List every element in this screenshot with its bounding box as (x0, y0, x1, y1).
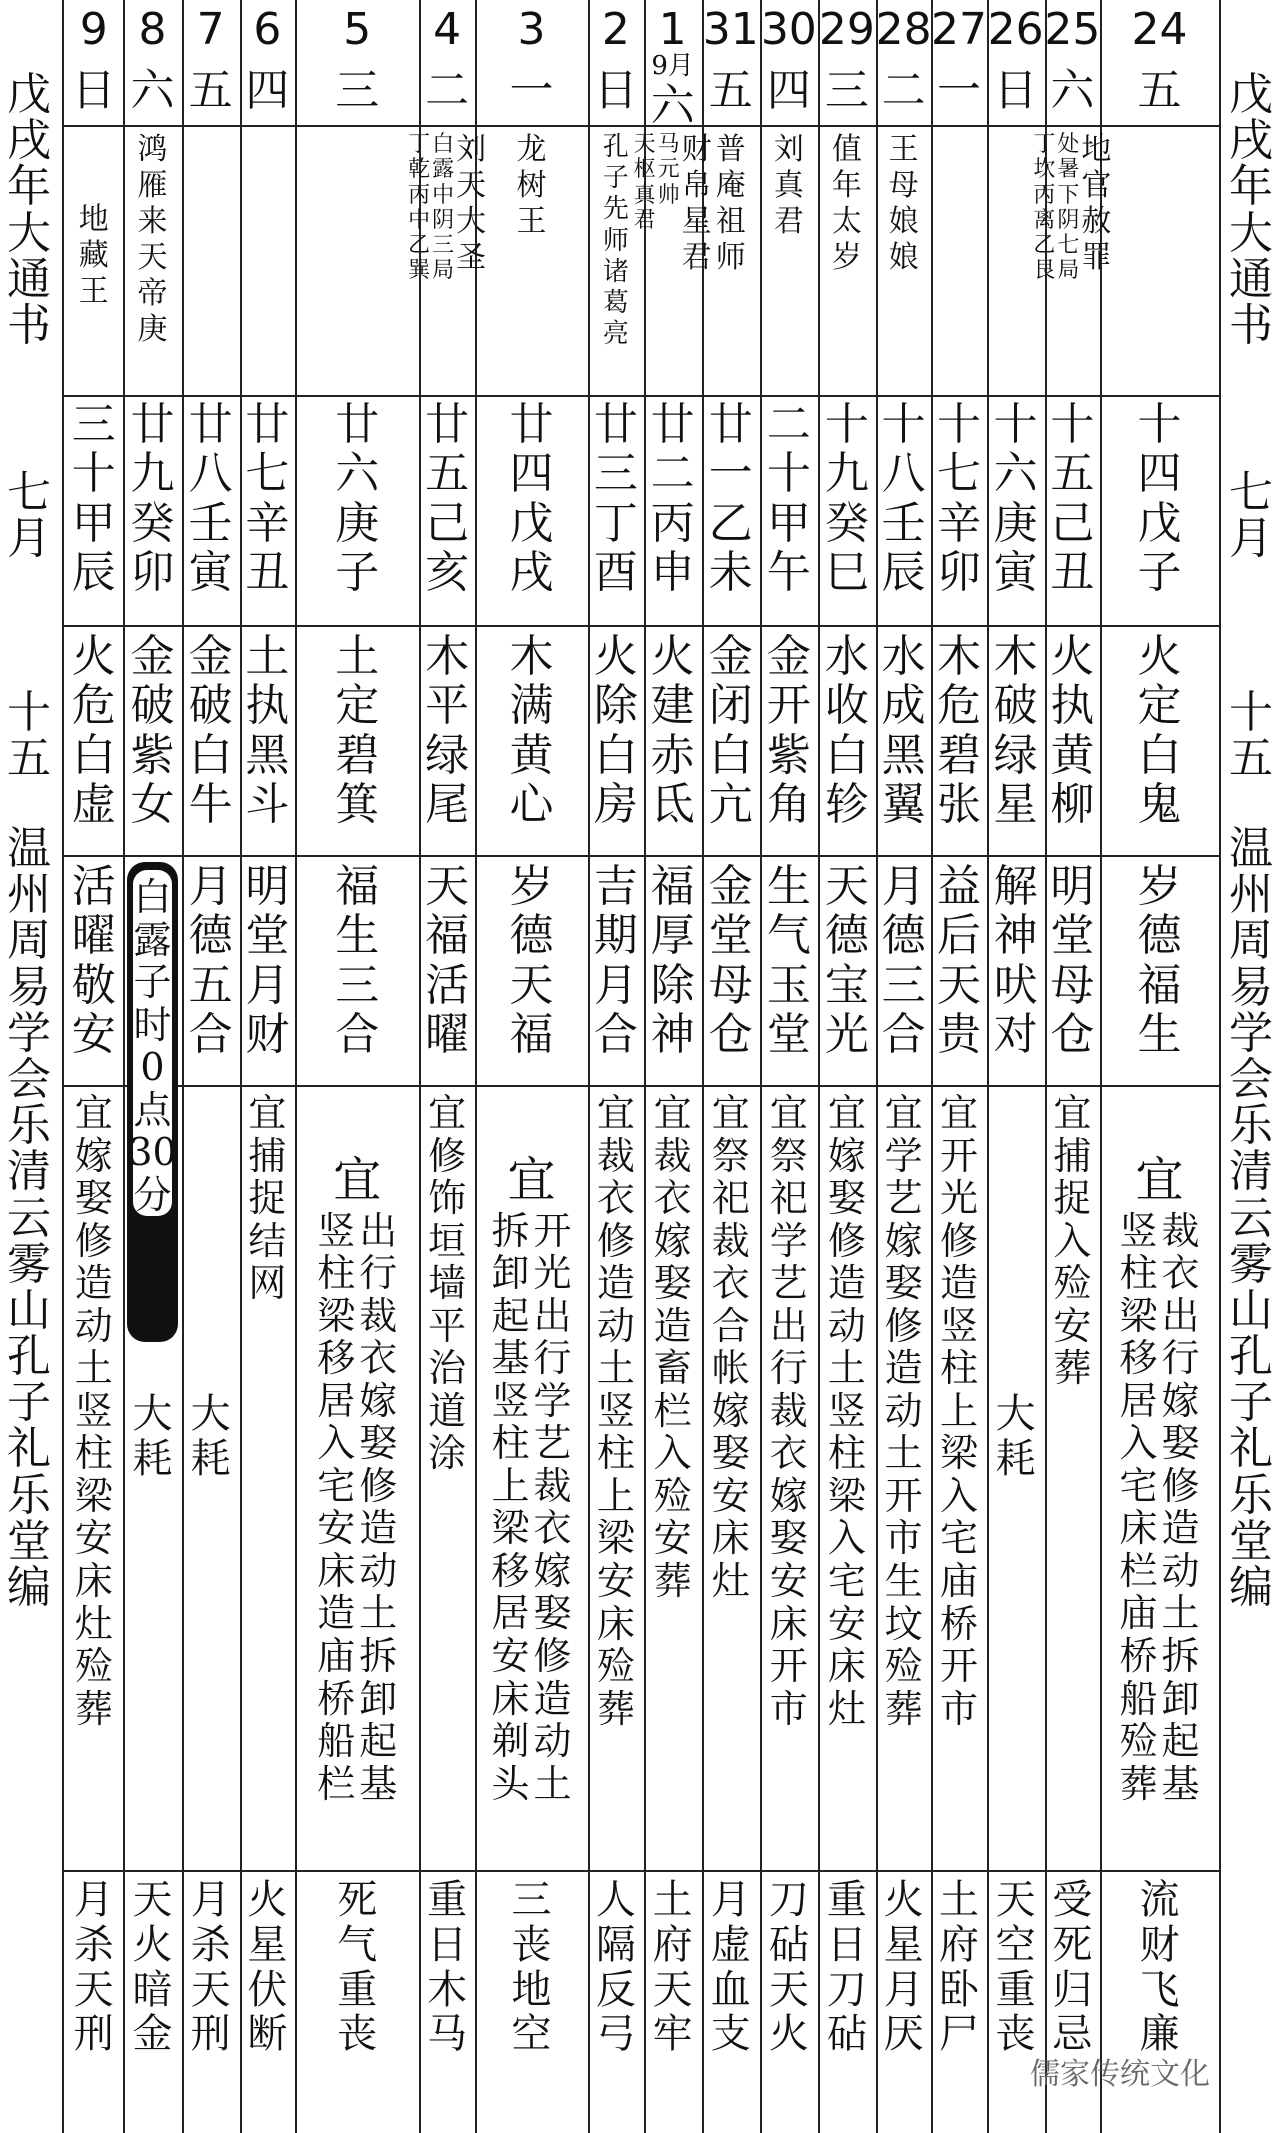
element-cell: 木 危 碧 张 (936, 631, 981, 830)
activities-cell (760, 1092, 818, 1867)
element-cell: 木 破 绿 星 (993, 631, 1038, 830)
ji-cell: 天 火 暗 金 (132, 1877, 173, 2058)
day-number: 30 (760, 4, 817, 55)
yi-label: 宜 (333, 1151, 382, 1208)
deity-name: 值 年 太 岁 (831, 132, 862, 275)
yi-label: 宜 (507, 1151, 556, 1208)
star-cell: 天 福 活 曜 (425, 861, 470, 1060)
deity-cell (475, 132, 588, 392)
day-header (818, 4, 876, 123)
weekday: 五 (708, 65, 753, 116)
lunar-date: 三 十 甲 辰 (71, 399, 116, 598)
star-cell: 吉 期 月 合 (593, 861, 638, 1060)
star-cell: 岁 德 福 生 (1137, 861, 1182, 1060)
day-header (64, 4, 123, 123)
element-cell: 土 定 碧 箕 (335, 631, 380, 830)
deity-name: 龙 树 王 (516, 132, 547, 239)
activity-column: 宜 裁 衣 修 造 动 土 竖 柱 上 梁 安 床 殓 葬 (596, 1091, 635, 1731)
day-header (588, 4, 643, 123)
weekday: 一 (936, 65, 981, 116)
day-number: 4 (433, 4, 462, 55)
deity-name: 鸿 雁 来 天 帝 庚 (137, 132, 168, 347)
element-cell: 金 破 紫 女 (130, 631, 175, 830)
element-cell: 水 收 白 轸 (824, 631, 869, 830)
day-header (875, 4, 932, 123)
weekday: 六 (1050, 65, 1095, 116)
deity-name: 财 帛 星 君 (681, 132, 712, 275)
weekday: 四 (766, 65, 811, 116)
day-header (240, 4, 295, 123)
day-header (760, 4, 818, 123)
day-header (930, 4, 987, 123)
right-title: 戊 戌 年 大 通 书 (1229, 69, 1273, 351)
activity-column: 拆 卸 起 基 竖 柱 上 梁 移 居 安 床 剃 头 (491, 1208, 530, 1806)
bailu-solar-term-box (127, 862, 177, 1342)
activity-column: 宜 捕 捉 入 殓 安 葬 (1053, 1091, 1092, 1391)
star-cell: 月 德 三 合 (881, 861, 926, 1060)
ji-cell: 重 日 木 马 (427, 1877, 468, 2058)
ji-cell: 人 隔 反 弓 (595, 1877, 636, 2058)
day-number: 28 (875, 4, 932, 55)
weekday: 三 (335, 65, 380, 116)
day-number: 31 (702, 4, 759, 55)
day-header (182, 4, 240, 123)
day-number: 5 (343, 4, 372, 55)
ji-cell: 土 府 天 牢 (652, 1877, 693, 2058)
left-publisher: 温 州 周 易 学 会 乐 清 云 雾 山 孔 子 礼 乐 堂 编 (7, 823, 51, 1613)
deity-note: 马 元 帅 (657, 132, 680, 208)
element-cell: 木 平 绿 尾 (425, 631, 470, 830)
day-header (987, 4, 1045, 123)
da-hao-label: 大 耗 (995, 1391, 1036, 1482)
day-header (295, 4, 419, 123)
bailu-text: 白 露 子 时 0 点 30 分 (133, 870, 171, 1216)
da-hao-label: 大 耗 (132, 1391, 173, 1482)
deity-cell (987, 132, 1045, 392)
day-header (702, 4, 760, 123)
day-number: 1 (658, 4, 687, 55)
deity-cell (588, 132, 643, 392)
element-cell: 金 破 白 牛 (188, 631, 233, 830)
lunar-date: 廿 九 癸 卯 (130, 399, 175, 598)
activity-column: 宜 嫁 娶 修 造 动 土 竖 柱 梁 安 床 灶 殓 葬 (74, 1091, 113, 1731)
left-title: 戊 戌 年 大 通 书 (7, 69, 51, 351)
activity-column: 宜 开 光 修 造 竖 柱 上 梁 入 宅 庙 桥 开 市 (939, 1091, 978, 1731)
deity-name: 刘 真 君 (773, 132, 804, 239)
deity-cell (123, 132, 181, 392)
weekday: 六 (650, 79, 695, 131)
star-cell: 金 堂 母 仓 (708, 861, 753, 1060)
deity-note: 天 枢 真 君 (633, 132, 656, 233)
ji-cell: 流 财 飞 廉 (1139, 1877, 1180, 2058)
deity-note: 白 露 中 阴 三 局 (432, 132, 455, 284)
lunar-date: 廿 一 乙 未 (708, 399, 753, 598)
weekday: 六 (130, 65, 175, 116)
day-number: 2 (601, 4, 630, 55)
ji-cell: 刀 砧 天 火 (768, 1877, 809, 2058)
activities-cell (588, 1092, 643, 1867)
star-cell: 活 曜 敬 安 (71, 861, 116, 1060)
ji-cell: 月 杀 天 刑 (73, 1877, 114, 2058)
day-number: 29 (818, 4, 875, 55)
deity-cell (876, 132, 931, 392)
weekday: 二 (425, 65, 470, 116)
deity-cell (182, 132, 240, 392)
deity-name: 孔 子 先 师 诸 葛 亮 (602, 132, 629, 350)
activities-cell (295, 1092, 419, 1867)
right-side-banner (1222, 0, 1280, 2133)
star-cell: 生 气 玉 堂 (766, 861, 811, 1060)
lunar-date: 廿 五 己 亥 (425, 399, 470, 598)
weekday: 日 (593, 65, 638, 116)
day-header (1044, 4, 1101, 123)
weekday: 一 (509, 65, 554, 116)
deity-cell (760, 132, 818, 392)
element-cell: 木 满 黄 心 (509, 631, 554, 830)
deity-name: 普 庵 祖 师 (715, 132, 746, 275)
activity-column: 竖 柱 梁 移 居 入 宅 安 床 造 庙 桥 船 栏 (317, 1208, 356, 1806)
lunar-date: 廿 三 丁 酉 (593, 399, 638, 598)
lunar-date: 十 八 壬 辰 (881, 399, 926, 598)
star-cell: 月 德 五 合 (188, 861, 233, 1060)
day-header (644, 4, 702, 131)
deity-name: 王 母 娘 娘 (888, 132, 919, 275)
activity-column: 宜 祭 祀 学 艺 出 行 裁 衣 嫁 娶 安 床 开 市 (769, 1091, 808, 1731)
activity-column: 宜 学 艺 嫁 娶 修 造 动 土 开 市 生 坟 殓 葬 (884, 1091, 923, 1731)
activities-cell (64, 1092, 123, 1867)
yi-label: 宜 (1135, 1151, 1184, 1208)
element-cell: 火 建 赤 氐 (650, 631, 695, 830)
ji-cell: 火 星 伏 断 (247, 1877, 288, 2058)
lunar-date: 十 九 癸 巳 (824, 399, 869, 598)
ji-cell: 火 星 月 厌 (883, 1877, 924, 2058)
lunar-date: 廿 八 壬 寅 (188, 399, 233, 598)
activities-cell (1045, 1092, 1100, 1867)
deity-cell (931, 132, 986, 392)
day-header (1100, 4, 1219, 123)
da-hao-label: 大 耗 (190, 1391, 231, 1482)
activities-cell (419, 1092, 474, 1867)
activity-column: 宜 嫁 娶 修 造 动 土 竖 柱 梁 入 宅 安 床 灶 (827, 1091, 866, 1731)
right-month: 七 月 (1229, 467, 1273, 565)
deity-cell (633, 132, 712, 392)
almanac-grid (62, 0, 1221, 2133)
deity-name: 地 藏 王 (78, 202, 109, 309)
element-cell: 水 成 黑 翼 (881, 631, 926, 830)
lunar-date: 十 七 辛 卯 (936, 399, 981, 598)
deity-note: 丁 坎 丙 离 乙 艮 (1033, 132, 1056, 284)
left-side-banner (0, 0, 58, 2133)
star-cell: 解 神 吠 对 (993, 861, 1038, 1060)
activity-column: 开 光 出 行 学 艺 裁 衣 嫁 娶 修 造 动 土 (533, 1208, 572, 1806)
element-cell: 火 除 白 房 (593, 631, 638, 830)
ji-cell: 天 空 重 丧 (995, 1877, 1036, 2058)
deity-cell (295, 132, 419, 392)
watermark-text: 儒家传统文化 (1030, 2057, 1210, 2092)
day-number: 9 (79, 4, 108, 55)
activity-column: 宜 捕 捉 结 网 (248, 1091, 287, 1306)
element-cell: 火 执 黄 柳 (1050, 631, 1095, 830)
left-fifteen: 十 五 (7, 687, 51, 785)
activities-cell (475, 1092, 588, 1867)
activities-cell (644, 1092, 702, 1867)
activity-column: 宜 修 饰 垣 墙 平 治 道 涂 (428, 1091, 467, 1476)
ji-cell: 月 虚 血 支 (710, 1877, 751, 2058)
activity-column: 裁 衣 出 行 嫁 娶 修 造 动 土 拆 卸 起 基 (1161, 1208, 1200, 1806)
lunar-date: 廿 二 丙 申 (650, 399, 695, 598)
star-cell: 福 厚 除 神 (650, 861, 695, 1060)
element-cell: 金 闭 白 亢 (708, 631, 753, 830)
activity-column: 竖 柱 梁 移 居 入 宅 床 栏 庙 桥 船 殓 葬 (1119, 1208, 1158, 1806)
day-header (123, 4, 181, 123)
right-publisher: 温 州 周 易 学 会 乐 清 云 雾 山 孔 子 礼 乐 堂 编 (1229, 823, 1273, 1613)
weekday: 四 (245, 65, 290, 116)
element-cell: 金 开 紫 角 (766, 631, 811, 830)
day-number: 26 (987, 4, 1044, 55)
weekday: 三 (824, 65, 869, 116)
lunar-date: 十 五 己 丑 (1050, 399, 1095, 598)
lunar-date: 二 十 甲 午 (766, 399, 811, 598)
star-cell: 明 堂 母 仓 (1050, 861, 1095, 1060)
left-month: 七 月 (7, 467, 51, 565)
star-cell: 明 堂 月 财 (245, 861, 290, 1060)
star-cell: 益 后 天 贵 (936, 861, 981, 1060)
lunar-date: 十 六 庚 寅 (993, 399, 1038, 598)
deity-name: 地 官 赦 罪 (1081, 132, 1112, 275)
ji-cell: 月 杀 天 刑 (190, 1877, 231, 2058)
ji-cell: 受 死 归 忌 (1052, 1877, 1093, 2058)
right-fifteen: 十 五 (1229, 687, 1273, 785)
deity-cell (408, 132, 487, 392)
deity-name: 刘 天 大 圣 (456, 132, 487, 275)
day-number: 24 (1131, 4, 1188, 55)
day-number: 25 (1044, 4, 1101, 55)
deity-note: 处 暑 下 阴 七 局 (1057, 132, 1080, 284)
day-number: 7 (196, 4, 225, 55)
activities-cell (1100, 1092, 1219, 1867)
star-cell: 岁 德 天 福 (509, 861, 554, 1060)
lunar-date: 十 四 戊 子 (1137, 399, 1182, 598)
activities-cell (702, 1092, 760, 1867)
day-number: 3 (517, 4, 546, 55)
activity-column: 宜 裁 衣 嫁 娶 造 畜 栏 入 殓 安 葬 (653, 1091, 692, 1604)
day-header (419, 4, 474, 123)
day-number: 8 (138, 4, 167, 55)
star-cell: 福 生 三 合 (335, 861, 380, 1060)
month-label: 9月 (651, 51, 694, 81)
ji-cell: 三 丧 地 空 (511, 1877, 552, 2058)
lunar-date: 廿 七 辛 丑 (245, 399, 290, 598)
activity-column: 宜 祭 祀 裁 衣 合 帐 嫁 娶 安 床 灶 (711, 1091, 750, 1604)
activities-cell (987, 1092, 1045, 1867)
activities-cell (182, 1092, 240, 1867)
ji-cell: 土 府 卧 尸 (938, 1877, 979, 2058)
day-header (475, 4, 588, 123)
ji-cell: 死 气 重 丧 (337, 1877, 378, 2058)
activities-cell (818, 1092, 876, 1867)
activity-column: 出 行 裁 衣 嫁 娶 修 造 动 土 拆 卸 起 基 (359, 1208, 398, 1806)
day-number: 27 (930, 4, 987, 55)
deity-cell (240, 132, 295, 392)
deity-cell (1100, 132, 1219, 392)
weekday: 日 (993, 65, 1038, 116)
activities-cell (931, 1092, 986, 1867)
activities-cell (876, 1092, 931, 1867)
deity-cell (1033, 132, 1112, 392)
ji-cell: 重 日 刀 砧 (826, 1877, 867, 2058)
element-cell: 火 危 白 虚 (71, 631, 116, 830)
weekday: 五 (1137, 65, 1182, 116)
weekday: 二 (881, 65, 926, 116)
deity-cell (818, 132, 876, 392)
weekday: 日 (71, 65, 116, 116)
element-cell: 土 执 黑 斗 (245, 631, 290, 830)
lunar-date: 廿 六 庚 子 (335, 399, 380, 598)
deity-note: 丁 乾 丙 中 乙 巽 (408, 132, 431, 284)
star-cell: 天 德 宝 光 (824, 861, 869, 1060)
element-cell: 火 定 白 鬼 (1137, 631, 1182, 830)
activities-cell (240, 1092, 295, 1867)
lunar-date: 廿 四 戊 戌 (509, 399, 554, 598)
day-number: 6 (253, 4, 282, 55)
weekday: 五 (188, 65, 233, 116)
